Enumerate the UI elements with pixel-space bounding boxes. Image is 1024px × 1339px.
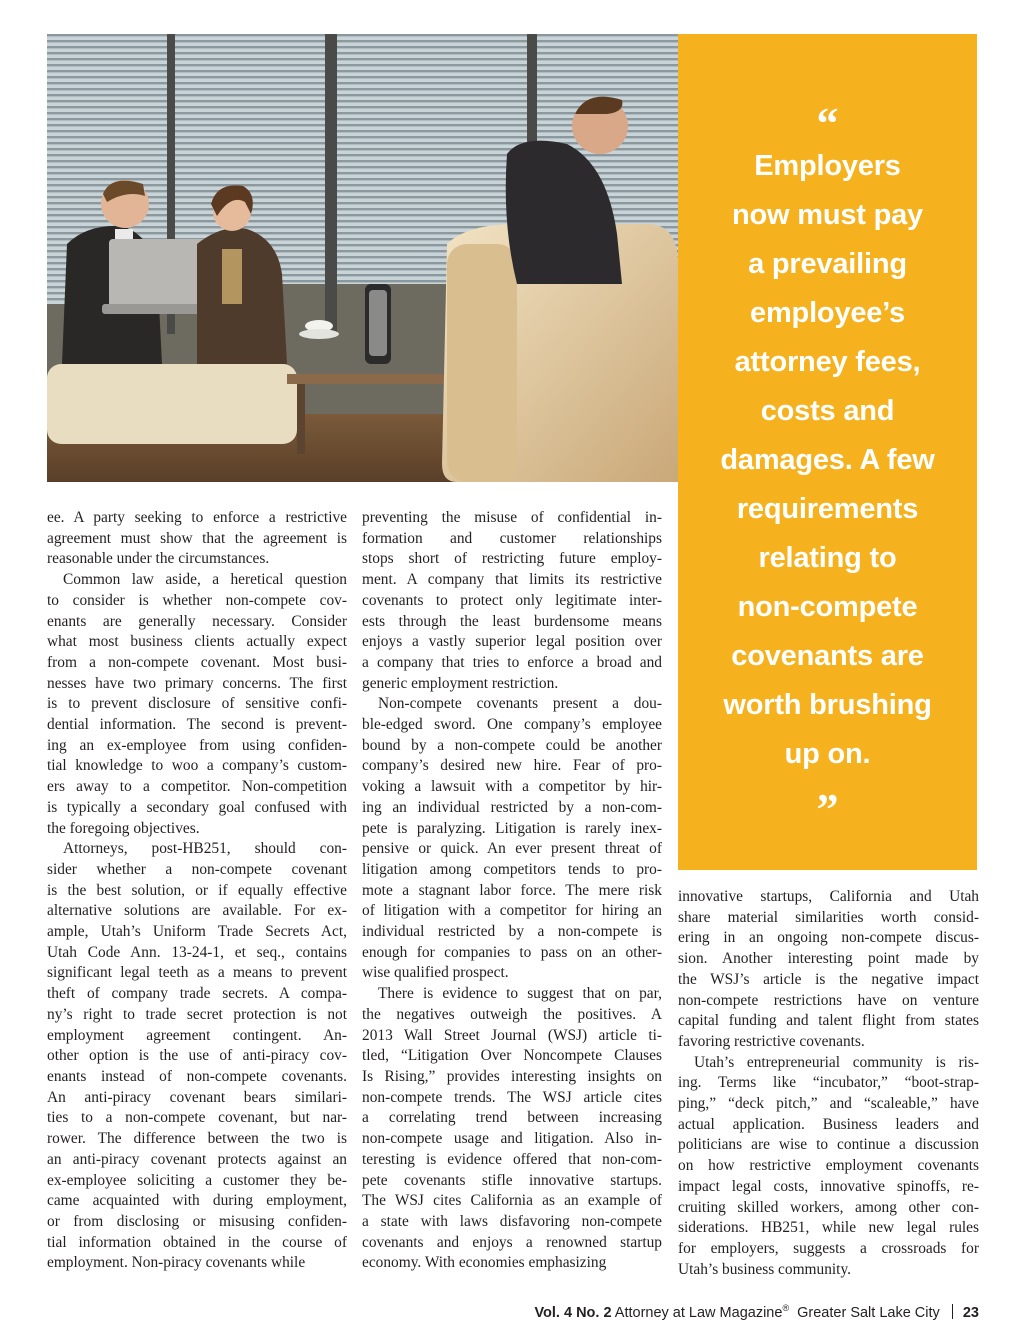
article-text-line: reasonable under the circumstances. [47,550,270,568]
pull-quote-line: a prevailing [748,248,907,280]
article-text-line: pensive or quick. An ever present threat of [362,840,662,858]
article-text-line: ests through the least burdensome means [362,612,662,630]
article-text-line: Is Rising,” provides interesting insights on [362,1067,662,1085]
article-text-line: Attorneys, post-HB251, should con- [63,840,347,858]
article-text-line: other option is the use of anti-piracy cov- [47,1047,347,1065]
business-meeting-photo [47,34,678,482]
issue-volume: Vol. 4 No. 2 [534,1305,612,1321]
article-text-line: enough for companies to pass on an other- [362,943,662,961]
article-text-line: tial knowledge to woo a company’s custom- [47,757,347,775]
article-text-line: voking a lawsuit with a competitor by hir- [362,778,662,796]
article-text-line: bound by a non-compete could be another [362,736,662,754]
pull-quote-line: up on. [784,738,871,770]
pull-quote-line: non-compete [737,591,918,623]
pull-quote-line: costs and [760,395,895,427]
article-text-line: wise qualified prospect. [362,964,509,982]
article-text-line: formation and customer relationships [362,529,662,547]
pull-quote [678,34,977,870]
article-text-line: ble-edged sword. One company’s employee [362,716,662,734]
article-text-line: ers away to a competitor. Non-competition [47,778,347,796]
article-text-line: non-compete usage and litigation. Also in- [362,1130,662,1148]
article-text-line: ing an ex-employee from using confiden- [47,736,347,754]
article-text-line: ex-employee soliciting a customer they be- [47,1171,347,1189]
article-text-line: company’s desired new hire. Fear of pro- [362,757,662,775]
article-text-line: politicians are wise to continue a discussion [678,1136,979,1154]
article-text-line: ample, Utah’s Uniform Trade Secrets Act, [47,923,347,941]
article-text-line: Utah Code Ann. 13-24-1, et seq., contains [47,943,347,961]
article-text-line: preventing the misuse of confidential in- [362,509,662,526]
article-text-line: employment. Non-piracy covenants while [47,1254,306,1272]
pull-quote-line: employee’s [750,297,905,329]
article-text-line: a state with laws disfavoring non-compete [362,1212,662,1230]
article-column-1 [47,508,347,1274]
page-number: 23 [962,1305,979,1321]
article-text-line: a company that tries to enforce a broad and [362,653,662,671]
magazine-name: Attorney at Law Magazine [614,1305,783,1321]
magazine-edition: Greater Salt Lake City [797,1305,940,1321]
article-text-line: tial information obtained in the course of [47,1233,347,1251]
footer-divider [952,1304,953,1319]
article-text-line: capital funding and talent flight from states [678,1012,979,1030]
article-text-line: ee. A party seeking to enforce a restrictive [47,509,347,526]
article-text-line: ment. A company that limits its restrictive [362,571,662,589]
article-text-line: favoring restrictive covenants. [678,1032,865,1050]
pull-quote-text [688,142,967,779]
article-text-line: sider whether a non-compete covenant [47,860,347,878]
article-text-line: Common law aside, a heretical question [63,571,347,589]
article-text-line: mote a stagnant labor force. The mere risk [362,881,662,899]
article-text-line: stops short of restricting future employ- [362,550,662,568]
pull-quote-line: worth brushing [723,689,932,721]
photo-illustration [47,34,678,482]
article-text-line: a correlating trend between increasing [362,1109,662,1127]
pull-quote-line: relating to [758,542,897,574]
article-text-line: alternative solutions are available. For ex- [47,902,347,920]
article-text-line: for employers, suggests a crossroads for [678,1239,979,1257]
article-text-line: 2013 Wall Street Journal (WSJ) article ti- [362,1026,662,1044]
pull-quote-line: damages. A few [720,444,935,476]
registered-mark: ® [782,1303,790,1313]
article-text-line: ties to a non-compete covenant, but nar- [47,1109,347,1127]
article-text-line: or from disclosing or misusing confiden- [47,1212,347,1230]
article-text-line: litigation among competitors tends to pro- [362,860,662,878]
article-text-line: teresting is evidence offered that non-com- [362,1150,662,1168]
article-text-line: ing an individual restricted by a non-com- [362,798,662,816]
article-text-line: agreement must show that the agreement is [47,529,347,547]
pull-quote-line: requirements [736,493,919,525]
article-text-line: of litigation with a competitor for hiring an [362,902,662,920]
article-text-line: enants are generally necessary. Consider [47,612,347,630]
pull-quote-line: attorney fees, [734,346,921,378]
article-text-line: enjoys a vastly superior legal position over [362,633,662,651]
article-text-line: The WSJ cites California as an example of [362,1192,662,1210]
pull-quote-open-mark: “ [816,99,839,148]
article-text-line: Utah’s business community. [678,1260,851,1278]
article-text-line: pete is paralyzing. Litigation is rarely inex- [362,819,662,837]
article-text-line: is the best solution, or if equally effective [47,881,347,899]
article-text-line: An anti-piracy covenant bears similari- [47,1088,347,1106]
article-text-line: significant legal teeth as a means to prevent [47,964,347,982]
article-text-line: innovative startups, California and Utah [678,888,979,905]
article-text-line: Utah’s entrepreneurial community is ris- [694,1053,979,1071]
article-text-line: non-compete restrictions have on venture [678,991,979,1009]
pull-quote-close-mark: ” [816,785,839,834]
article-text-line: dential information. The second is prevent- [47,716,347,734]
article-text-line: ny’s right to trade secret protection is not [47,1005,347,1023]
article-text-line: an anti-piracy covenant protects against an [47,1150,347,1168]
article-text-line: pete covenants stifle innovative startups. [362,1171,662,1189]
article-column-3 [678,887,979,1280]
article-text-line: siderations. HB251, while new legal rules [678,1219,979,1237]
article-text-line: actual application. Business leaders and [678,1115,979,1133]
article-text-line: covenants and enjoys a renowned startup [362,1233,662,1251]
pull-quote-line: now must pay [732,199,923,231]
article-column-2 [362,508,662,1274]
article-text-line: ping,” “deck pitch,” and “scaleable,” have [678,1095,979,1113]
article-text-line: tled, “Litigation Over Noncompete Clauses [362,1047,662,1065]
article-text-line: cruiting skilled workers, among other con- [678,1198,979,1216]
article-text-line: non-compete trends. The WSJ article cites [362,1088,662,1106]
article-text-line: economy. With economies emphasizing [362,1254,607,1272]
article-text-line: individual restricted by a non-compete is [362,923,662,941]
article-text-line: theft of company trade secrets. A compa- [47,985,347,1003]
article-text-line: employment agreement contingent. An- [47,1026,347,1044]
article-text-line: is to prevent disclosure of sensitive confi- [47,695,347,713]
article-text-line: nesses have two primary concerns. The first [47,674,347,692]
article-text-line: on how restrictive employment covenants [678,1157,979,1175]
article-text-line: sion. Another interesting point made by [678,950,979,968]
article-text-line: share material similarities worth consid- [678,908,979,926]
article-text-line: the WSJ’s article is the negative impact [678,970,979,988]
article-text-line: rower. The difference between the two is [47,1130,347,1148]
article-text-line: There is evidence to suggest that on par, [378,985,662,1003]
article-text-line: ing. Terms like “incubator,” “boot-strap- [678,1074,979,1092]
article-text-line: is typically a secondary goal confused with [47,798,347,816]
article-text-line: covenants to protect only legitimate inter- [362,591,662,609]
article-text-line: ering in an ongoing non-compete discus- [678,929,979,947]
pull-quote-line: Employers [754,150,901,182]
article-text-line: impact legal costs, innovative spinoffs, re- [678,1177,979,1195]
pull-quote-line: covenants are [731,640,924,672]
article-text-line: what most business clients actually expect [47,633,347,651]
article-text-line: the foregoing objectives. [47,819,200,837]
article-text-line: Non-compete covenants present a dou- [378,695,662,713]
article-text-line: came acquainted with during employment, [47,1192,347,1210]
article-text-line: to consider is whether non-compete cov- [47,591,347,609]
article-text-line: enants instead of non-compete covenants. [47,1067,347,1085]
article-text-line: from a non-compete covenant. Most busi- [47,653,347,671]
article-text-line: the negatives outweigh the positives. A [362,1005,662,1023]
page-footer [534,1299,979,1322]
article-text-line: generic employment restriction. [362,674,559,692]
